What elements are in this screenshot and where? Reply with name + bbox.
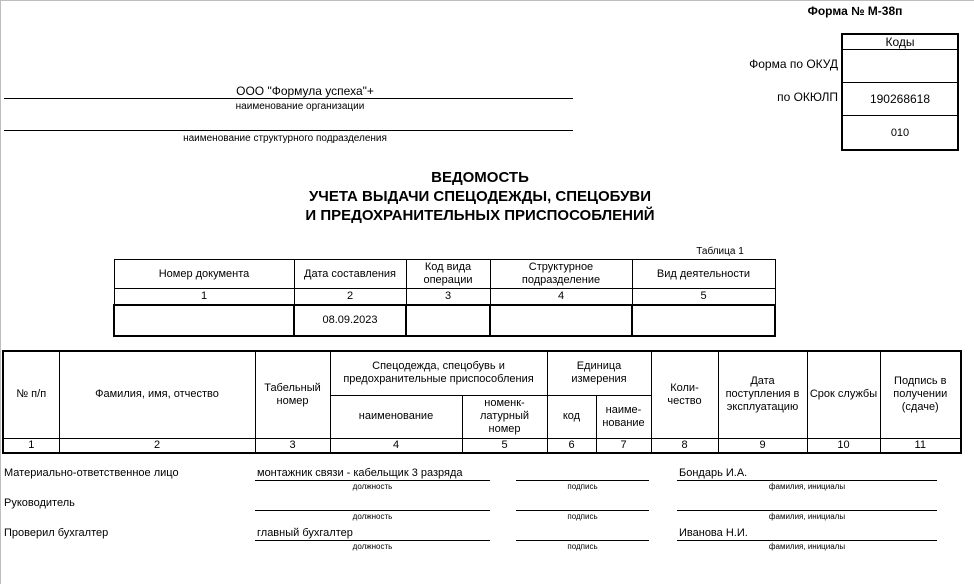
- col-number: 10: [807, 438, 880, 453]
- signature-position-value[interactable]: главный бухгалтер: [257, 527, 353, 539]
- signature-name-value[interactable]: Иванова Н.И.: [679, 527, 748, 539]
- organization-line: [4, 98, 573, 99]
- col-number: 3: [406, 289, 490, 305]
- table1-label: Таблица 1: [696, 246, 744, 257]
- position-line: [255, 540, 490, 541]
- signature-role-label: Руководитель: [4, 497, 75, 509]
- department-caption: наименование структурного подразделения: [183, 133, 387, 144]
- col-number: 1: [114, 289, 294, 305]
- name-caption: фамилия, инициалы: [768, 542, 846, 551]
- header-item-name: наименование: [330, 395, 462, 438]
- col-number: 1: [3, 438, 59, 453]
- col-number: 2: [294, 289, 406, 305]
- title-line-3: И ПРЕДОХРАНИТЕЛЬНЫХ ПРИСПОСОБЛЕНИЙ: [305, 207, 655, 224]
- col-number: 9: [718, 438, 807, 453]
- organization-name[interactable]: ООО "Формула успеха"+: [236, 84, 374, 98]
- signature-caption: подпись: [567, 542, 598, 551]
- header-row-number: № п/п: [3, 351, 59, 438]
- signature-role-label: Проверил бухгалтер: [4, 527, 109, 539]
- okpo-value[interactable]: 190268618: [843, 83, 957, 116]
- header-unit-group: Единица измерения: [547, 351, 651, 395]
- document-title: [220, 168, 740, 225]
- header-full-name: Фамилия, имя, отчество: [59, 351, 255, 438]
- name-caption: фамилия, инициалы: [768, 512, 846, 521]
- position-caption: должность: [352, 482, 393, 491]
- organization-caption: наименование организации: [235, 101, 365, 112]
- col-number: 8: [651, 438, 718, 453]
- col-number: 2: [59, 438, 255, 453]
- position-line: [255, 510, 490, 511]
- position-caption: должность: [352, 512, 393, 521]
- signature-name-value[interactable]: Бондарь И.А.: [679, 467, 748, 479]
- header-date: Дата составления: [294, 260, 406, 289]
- name-line: [677, 510, 937, 511]
- signature-line: [516, 540, 649, 541]
- okud-value[interactable]: [843, 50, 957, 83]
- signature-position-value[interactable]: монтажник связи - кабельщик 3 разряда: [257, 467, 463, 479]
- issue-table: [2, 350, 962, 454]
- department-cell[interactable]: [490, 305, 632, 336]
- col-number: 3: [255, 438, 330, 453]
- signature-line: [516, 510, 649, 511]
- name-caption: фамилия, инициалы: [768, 482, 846, 491]
- signature-caption: подпись: [567, 512, 598, 521]
- position-caption: должность: [352, 542, 393, 551]
- header-operation-code: Код вида операции: [406, 260, 490, 289]
- header-equipment-group: Спецодежда, спецобувь и предохранительные приспособления: [330, 351, 547, 395]
- header-quantity: Коли-чество: [651, 351, 718, 438]
- department-line: [4, 130, 573, 131]
- col-number: 4: [490, 289, 632, 305]
- header-doc-number: Номер документа: [114, 260, 294, 289]
- name-line: [677, 480, 937, 481]
- col-number: 6: [547, 438, 596, 453]
- document-header-table: [113, 259, 776, 337]
- header-activity: Вид деятельности: [632, 260, 775, 289]
- signature-caption: подпись: [567, 482, 598, 491]
- title-line-2: УЧЕТА ВЫДАЧИ СПЕЦОДЕЖДЫ, СПЕЦОБУВИ: [308, 188, 652, 205]
- page-border-left: [0, 0, 1, 584]
- col-number: 5: [462, 438, 547, 453]
- header-start-date: Дата поступления в эксплуатацию: [718, 351, 807, 438]
- form-number: Форма № М-38п: [807, 4, 903, 18]
- col-number: 5: [632, 289, 775, 305]
- code-extra-value[interactable]: 010: [890, 126, 910, 139]
- header-tab-number: Табельный номер: [255, 351, 330, 438]
- codes-box: [841, 33, 959, 151]
- header-department: Структурное подразделение: [490, 260, 632, 289]
- doc-number-cell[interactable]: [114, 305, 294, 336]
- col-number: 11: [880, 438, 961, 453]
- okud-label: Форма по ОКУД: [749, 57, 838, 71]
- operation-code-cell[interactable]: [406, 305, 490, 336]
- header-unit-code: код: [547, 395, 596, 438]
- position-line: [255, 480, 490, 481]
- header-nomenclature: номенк-латурный номер: [462, 395, 547, 438]
- codes-header: Коды: [843, 35, 957, 50]
- title-line-1: ВЕДОМОСТЬ: [431, 169, 529, 186]
- header-unit-name: наиме-нование: [596, 395, 651, 438]
- signature-line: [516, 480, 649, 481]
- activity-cell[interactable]: [632, 305, 775, 336]
- col-number: 4: [330, 438, 462, 453]
- header-service-term: Срок службы: [807, 351, 880, 438]
- okpo-label: по ОКЮЛП: [777, 90, 838, 104]
- header-signature: Подпись в получении (сдаче): [880, 351, 961, 438]
- page-border-top: [0, 0, 974, 1]
- name-line: [677, 540, 937, 541]
- signature-role-label: Материально-ответственное лицо: [4, 467, 179, 479]
- date-cell[interactable]: 08.09.2023: [294, 305, 406, 336]
- col-number: 7: [596, 438, 651, 453]
